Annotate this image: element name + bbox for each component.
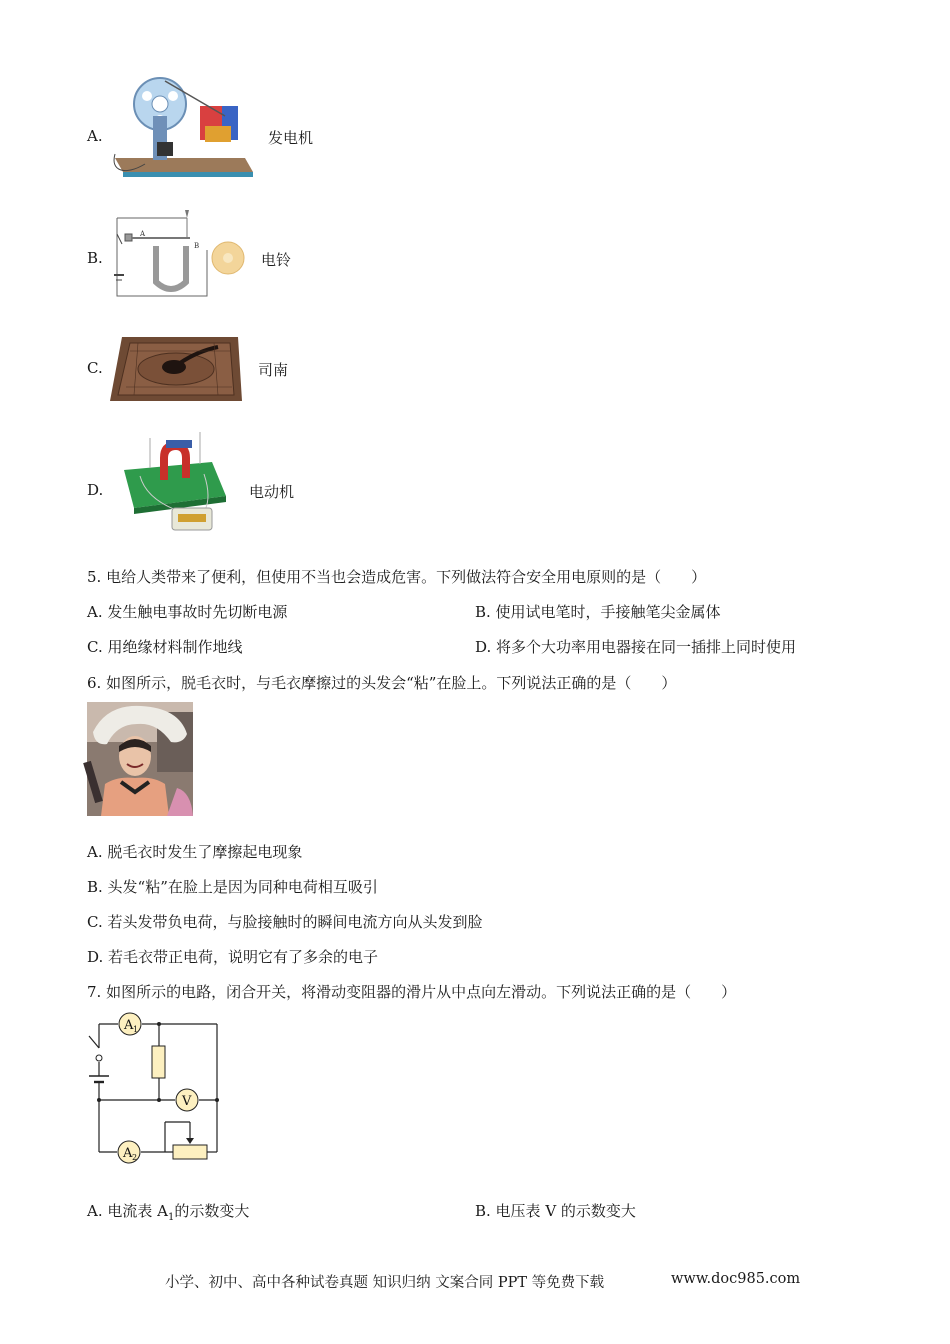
option-c-letter: C. <box>87 359 103 377</box>
q7-option-a-text-end: 的示数变大 <box>174 1202 250 1220</box>
option-b-label: 电铃 <box>261 251 292 269</box>
footer-website[interactable]: www.doc985.com <box>671 1271 801 1287</box>
ammeter-2-label: A <box>123 1146 133 1161</box>
generator-illustration <box>105 76 255 186</box>
electric-bell-diagram <box>112 210 247 300</box>
q7-option-a <box>87 1200 249 1223</box>
q5-stem: 5. 电给人类带来了便利，但使用不当也会造成危害。下列做法符合安全用电原则的是（ ） <box>87 568 707 586</box>
voltmeter-label: V <box>182 1094 192 1109</box>
ammeter-1-sub: 1 <box>133 1025 139 1034</box>
q5-option-d: D. 将多个大功率用电器接在同一插排上同时使用 <box>475 638 797 656</box>
q7-option-a-text: A. 电流表 A <box>87 1202 168 1220</box>
sinan-compass-illustration <box>108 333 244 405</box>
option-a-label: 发电机 <box>268 129 314 147</box>
option-d-label: 电动机 <box>249 483 295 501</box>
electric-motor-illustration <box>120 428 230 538</box>
ammeter-1-label: A <box>124 1018 134 1033</box>
q7-option-b: B. 电压表 V 的示数变大 <box>475 1202 636 1220</box>
q6-stem: 6. 如图所示，脱毛衣时，与毛衣摩擦过的头发会“粘”在脸上。下列说法正确的是（ ） <box>87 674 677 692</box>
sweater-photo <box>87 702 193 816</box>
footer-left-text: 小学、初中、高中各种试卷真题 知识归纳 文案合同 PPT 等免费下载 <box>165 1275 605 1291</box>
option-c-label: 司南 <box>258 361 289 379</box>
bell-label-a: A <box>140 230 146 238</box>
q5-option-b: B. 使用试电笔时，手接触笔尖金属体 <box>475 603 721 621</box>
circuit-diagram <box>85 1010 225 1165</box>
q6-option-b: B. 头发“粘”在脸上是因为同种电荷相互吸引 <box>87 878 378 896</box>
q7-option-a-sub: 1 <box>167 1212 175 1223</box>
q6-option-a: A. 脱毛衣时发生了摩擦起电现象 <box>87 843 303 861</box>
q6-option-d: D. 若毛衣带正电荷，说明它有了多余的电子 <box>87 948 379 966</box>
q5-option-a: A. 发生触电事故时先切断电源 <box>87 603 288 621</box>
ammeter-2-sub: 2 <box>132 1153 138 1162</box>
q7-stem: 7. 如图所示的电路，闭合开关，将滑动变阻器的滑片从中点向左滑动。下列说法正确的是（ ） <box>87 983 737 1001</box>
q6-option-c: C. 若头发带负电荷，与脸接触时的瞬间电流方向从头发到脸 <box>87 913 483 931</box>
q5-option-c: C. 用绝缘材料制作地线 <box>87 638 243 656</box>
option-a-letter: A. <box>87 127 103 145</box>
option-b-letter: B. <box>87 249 103 267</box>
option-d-letter: D. <box>87 481 104 499</box>
bell-label-b: B <box>194 242 200 250</box>
